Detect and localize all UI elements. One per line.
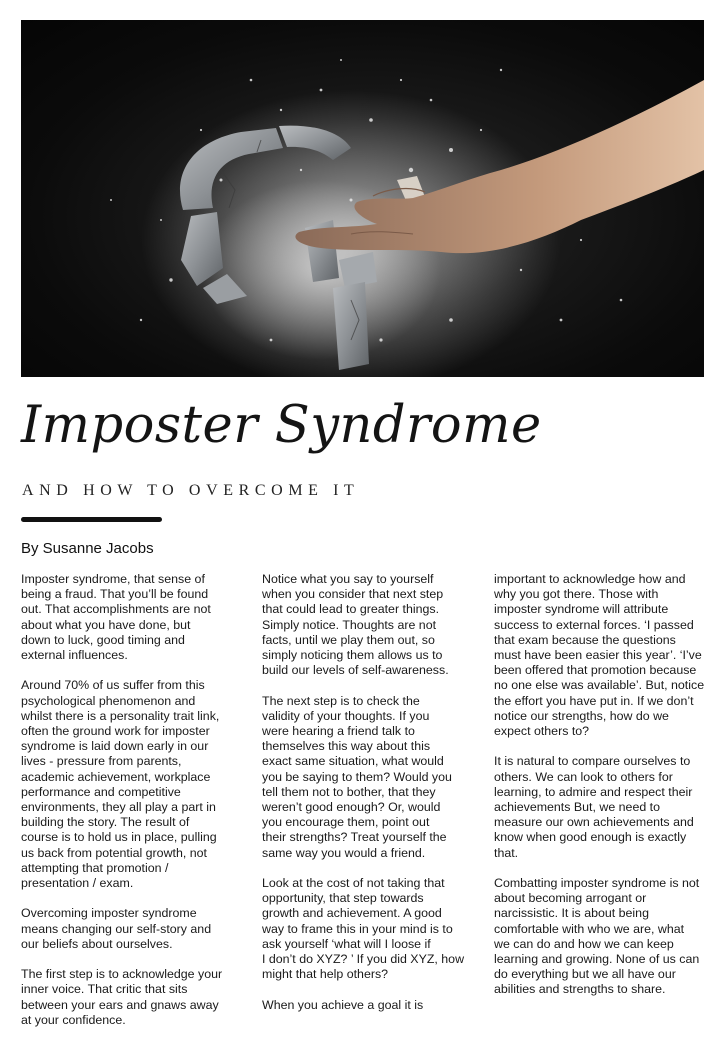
paragraph: Overcoming imposter syndrome means changing our self-story and our beliefs about ourselves. xyxy=(21,906,212,951)
article-title: Imposter Syndrome xyxy=(21,396,542,455)
paragraph: Look at the cost of not taking that opportunity, that step towards growth and achievement. A good way to frame this in your mind is to ask yourself ‘what will I loose if I don’t do XYZ? ’ If you did XYZ, how might that help others? xyxy=(262,876,465,982)
author-byline: By Susanne Jacobs xyxy=(21,540,154,557)
title-divider xyxy=(21,517,162,522)
article-column-1 xyxy=(21,572,243,1043)
shattering-question-mark-icon xyxy=(21,20,704,377)
article-subtitle: AND HOW TO OVERCOME IT xyxy=(22,482,360,499)
paragraph: Imposter syndrome, that sense of being a fraud. That you’ll be found out. That accomplishments are not about what you have done, but down to luck, good timing and external influences. xyxy=(21,572,211,663)
paragraph: The first step is to acknowledge your inner voice. That critic that sits between your ears and gnaws away at your confidence. xyxy=(21,967,223,1027)
paragraph: It is natural to compare ourselves to others. We can look to others for learning, to admire and respect their achievements But, we need to measure our own achievements and know when good enough is exactly that. xyxy=(494,754,694,860)
hero-image xyxy=(21,20,704,377)
paragraph: Combatting imposter syndrome is not about becoming arrogant or narcissistic. It is about being comfortable with who we are, what we can do and how we can keep learning and growing. None of us can do everything but we all have our abilities and strengths to share. xyxy=(494,876,700,997)
paragraph: Around 70% of us suffer from this psychological phenomenon and whilst there is a personality trait link, often the ground work for imposter syndrome is laid down early in our lives - pressure from parents, academic achievement, workplace performance and competitive environments, they all play a part in building the story. The result of course is to hold us in place, pulling us back from potential growth, not attempting that promotion / presentation / exam. xyxy=(21,678,220,891)
paragraph: important to acknowledge how and why you got there. Those with imposter syndrome will attribute success to external forces. ‘I passed that exam because the questions must have been easier this year’. ‘I’ve been offered that promotion because no one else was available’. But, notice the effort you have put in. If we don’t notice our strengths, how do we expect others to? xyxy=(494,572,705,739)
article-column-3 xyxy=(494,572,714,1013)
article-column-2 xyxy=(262,572,474,1028)
paragraph: When you achieve a goal it is xyxy=(262,997,424,1012)
paragraph: Notice what you say to yourself when you consider that next step that could lead to greater things. Simply notice. Thoughts are not facts, until we play them out, so simply noticing them allows us to build our levels of self-awareness. xyxy=(262,572,449,678)
paragraph: The next step is to check the validity of your thoughts. If you were hearing a friend talk to themselves this way about this exact same situation, what would you be saying to them? Would you tell them not to bother, that they weren’t good enough? Or, would you encourage them, point out their strengths? Treat yourself the same way you would a friend. xyxy=(262,693,452,860)
